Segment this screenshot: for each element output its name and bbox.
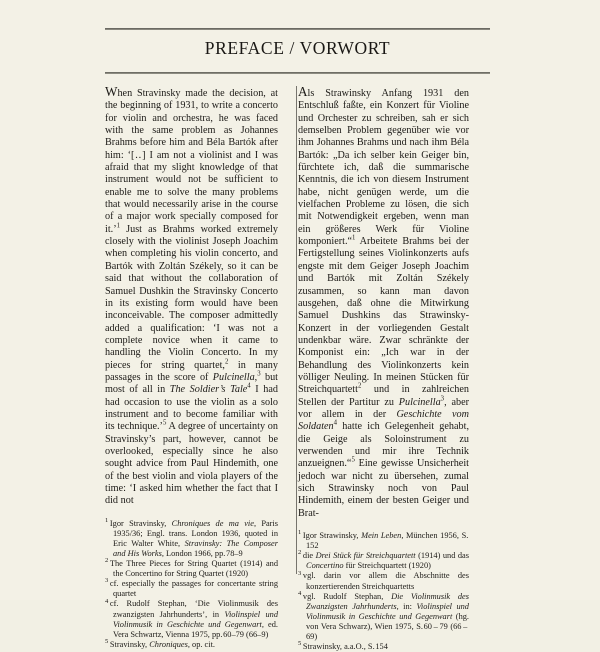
column-english [105,85,287,652]
column-divider-rule [296,86,297,574]
footnote-item: $^2$ The Three Pieces for String Quartet (1914) and the Concertino for String Quartet (1920) [105,557,278,579]
footnote-item: $^1$ Igor Strawinsky, Mein Leben, München 1956, S. 152 [298,529,469,551]
footnote-item: $^4$ vgl. Rudolf Stephan, Die Violinmusik des Zwanzigsten Jahrhunderts, in: Violinspiel und Violinmusik in Geschichte und Gegenwart (hg. von Vera Schwarz), Wien 1975, S. 60 – 79 (66 – 69) [298,589,469,641]
page-content-area [105,0,490,652]
english-footnotes [105,516,279,650]
footnote-item: $^3$ vgl. darin vor allem die Abschnitte des konzertierenden Streichquartetts [298,569,469,591]
two-column-body [105,85,490,652]
footnote-item: $^5$ Stravinsky, Chroniques, op. cit. [105,638,215,649]
footnote-item: $^1$ Igor Stravinsky, Chroniques de ma vie, Paris 1935/36; Engl. trans. London 1936, quoted in Eric Walter White, Stravinsky: The Composer and His Works, London 1966, pp. 78–9 [105,516,279,558]
footnote-item: $^5$ Strawinsky, a.a.O., S. 154 [298,640,388,652]
page-title: PREFACE / VORWORT [204,38,391,58]
top-rule [105,28,490,30]
english-body-text: When Stravinsky made the decision, at the beginning of 1931, to write a concerto for violin and orchestra, he was faced with the same problem as Johannes Brahms before him and Béla Bartók after him: ‘[ . . ] I am not a violinist and I was afraid that my slight knowledge of that instrument would not be sufficient to enable me to solve the many problems that would necessarily arise in the course of a major work specially composed for it.’$^1$ Just as Brahms worked extremely closely with the violinist Joseph Joachim when completing his violin concerto, and Bartók with Zoltán Székely, so it can be said that without the collaboration of Samuel Dushkin the Stravinsky Concerto in its existing form would have been inconceivable. The composer admittedly added a qualification: ‘I was not a complete novice when it came to handling the Violin Concerto. In my pieces for string quartet,$^2$ in many passages in the score of Pulcinella,$^3$ but most of all in The Soldier’s Tale$^4$ I had had occasion to use the violin as a solo instrument and to become familiar with its technique.’$^5$ A degree of uncertainty on Stravinsky’s part, however, cannot be overlooked, especially since he also sought advice from Paul Hindemith, one of the best violin and viola players of the time: ‘I asked him whether the fact that I did not [105,84,279,507]
german-body-text: Als Strawinsky Anfang 1931 den Entschluß faßte, ein Konzert für Violine und Orchester zu schreiben, sah er sich demselben Problem gegenüber wie vor ihm Johannes Brahms und nach ihm Béla Bartók: „Da ich selber kein Geiger bin, fürchtete ich, daß die summarische Kenntnis, die ich von diesem Instrument habe, nicht genügen werde, um die vielfachen Probleme zu lösen, die sich mit Notwendigkeit ergeben, wenn man ein größeres Werk für Violine komponiert.“$^1$ Arbeitete Brahms bei der Fertigstellung seines Violinkonzerts aufs engste mit dem Geiger Joseph Joachim und Bartók mit Zoltán Székely zusammen, so kann man davon ausgehen, daß ohne die Mitwirkung Samuel Dushkins das Strawinsky-Konzert in der vorliegenden Gestalt undenkbar wäre. Zwar schränkte der Komponist ein: „Ich war in der Behandlung des Violinkonzerts kein völliger Neuling. In meinen Stücken für Streichquartett$^2$ und in zahlreichen Stellen der Partitur zu Pulcinella$^3$, aber vor allem in der Geschichte vom Soldaten$^4$ hatte ich Gelegenheit gehabt, die Geige als Soloinstrument zu verwenden und mir ihre Technik anzueignen.“$^5$ Eine gewisse Unsicherheit jedoch war nicht zu übersehen, zumal sich Strawinsky noch von Paul Hindemith, einem der besten Geiger und Brat- [298,84,469,519]
footnote-item: $^4$ cf. Rudolf Stephan, ‘Die Violinmusik des zwanzigsten Jahrhunderts’, in Violinspiel und Violinmusik in Geschichte und Gegenwart, ed. Vera Schwartz, Vienna 1975, pp. 60–79 (66–9) [105,597,278,639]
title-underline-rule [105,72,490,74]
footnote-item: $^3$ cf. especially the passages for concertante string quartet [105,577,278,599]
column-german [287,85,469,652]
german-footnotes [298,531,469,652]
footnote-item: $^2$ die Drei Stück für Streichquartett (1914) und das Concertino für Streichquartett (1920) [298,549,470,571]
